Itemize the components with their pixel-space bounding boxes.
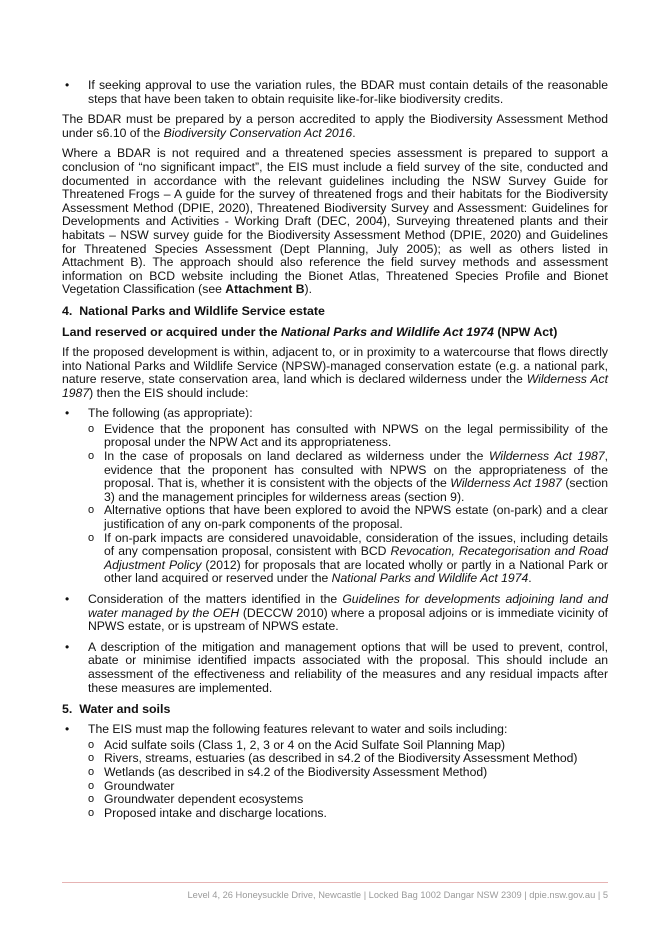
sub-list-npws bbox=[88, 423, 608, 586]
list-item: o Acid sulfate soils (Class 1, 2, 3 or 4 on the Acid Sulfate Soil Planning Map) bbox=[88, 739, 608, 753]
paragraph-npws-intro: If the proposed development is within, adjacent to, or in proximity to a watercourse that flows directly into National Parks and Wildlife Service (NPSW)-managed conservation estate (e.g. a national park, nature reserve, state conservation area, land which is declared wilderness under the Wilderness Act 1987) then the EIS should include: bbox=[62, 344, 608, 400]
bullet-variation-rules: • If seeking approval to use the variation rules, the BDAR must contain details of the reasonable steps that have been taken to obtain requisite like-for-like biodiversity credits. bbox=[62, 79, 608, 106]
page-content bbox=[62, 79, 608, 827]
section-4-subheading: Land reserved or acquired under the National Parks and Wildlife Act 1974 (NPW Act) bbox=[62, 324, 558, 339]
list-item: o Proposed intake and discharge locations. bbox=[88, 807, 608, 821]
bullet-mitigation: • A description of the mitigation and management options that will be used to prevent, control, abate or minimise identified impacts associated with the proposal. This should include an assessment of the effectiveness and reliability of the measures and any residual impacts after these measures are implemented. bbox=[62, 641, 608, 695]
list-item: o Groundwater bbox=[88, 780, 608, 794]
sub-item-legal-permissibility: o Evidence that the proponent has consulted with NPWS on the legal permissibility of the proposal under the NPW Act and its appropriateness. bbox=[88, 423, 608, 450]
sub-item-on-park-impacts: o If on-park impacts are considered unavoidable, consideration of the issues, including details of any compensation proposal, consistent with BCD Revocation, Recategorisation and Road Adjustment Policy (2012) for proposals that are located wholly or partly in a National Park or other land acquired or reserved under the National Parks and Wildlife Act 1974. bbox=[88, 532, 608, 586]
sub-list-water-soils bbox=[88, 739, 608, 821]
paragraph-bdar-accreditation: The BDAR must be prepared by a person accredited to apply the Biodiversity Assessment Method under s6.10 of the Biodiversity Conservation Act 2016. bbox=[62, 112, 608, 140]
bullet-water-soils: • The EIS must map the following features relevant to water and soils including: o Acid sulfate soils (Class 1, 2, 3 or 4 on the Acid Sulfate Soil Planning Map) o Rivers, streams, estuaries (as described in s4.2 of the Biodiversity Assessment Method) o Wetlands (as described in s4.2 of the Biodiversity Assessment Method) o Groundwater o Groundwater dependent ecosystems o Proposed intake and discharge locations. bbox=[62, 723, 608, 820]
list-item: o Groundwater dependent ecosystems bbox=[88, 793, 608, 807]
list-item: o Wetlands (as described in s4.2 of the Biodiversity Assessment Method) bbox=[88, 766, 608, 780]
footer-divider bbox=[62, 882, 608, 883]
page-footer: Level 4, 26 Honeysuckle Drive, Newcastle | Locked Bag 1002 Dangar NSW 2309 | dpie.nsw.gov.au | 5 bbox=[187, 890, 608, 900]
paragraph-field-survey: Where a BDAR is not required and a threatened species assessment is prepared to support a conclusion of “no significant impact”, the EIS must include a field survey of the site, conducted and documented in accordance with the relevant guidelines including the NSW Survey Guide for Threatened Frogs – A guide for the survey of threatened frogs and their habitats for the Biodiversity Assessment Method (DPIE, 2020), Threatened Biodiversity Survey and Assessment: Guidelines for Developments and Activities - Working Draft (DEC, 2004), Surveying threatened plants and their habitats – NSW survey guide for the Biodiversity Assessment Method (DPIE, 2020) and Guidelines for Threatened Species Assessment (Dept Planning, July 2005); as well as others listed in Attachment B). The approach should also reference the field survey methods and assessment information on BCD website including the Bionet Atlas, Threatened Species Profile and Bionet Vegetation Classification (see Attachment B). bbox=[62, 146, 608, 297]
bullet-following: • The following (as appropriate): o Evidence that the proponent has consulted with NPWS on the legal permissibility of the proposal under the NPW Act and its appropriateness. o In the case of proposals on land declared as wilderness under the Wilderness Act 1987, evidence that the proponent has consulted with NPWS on the appropriateness of the proposal. That is, whether it is consistent with the objects of the Wilderness Act 1987 (section 3) and the management principles for wilderness areas (section 9). o Alternative options that have been explored to avoid the NPWS estate (on-park) and a clear justification of any on-park components of the proposal. o If on-park impacts are considered unavoidable, consideration of the issues, including details of any compensation proposal, consistent with BCD Revocation, Recategorisation and Road Adjustment Policy (2012) for proposals that are located wholly or partly in a National Park or other land acquired or reserved under the National Parks and Wildlife Act 1974. bbox=[62, 407, 608, 586]
section-5-heading: 5. Water and soils bbox=[62, 702, 171, 717]
list-item: o Rivers, streams, estuaries (as described in s4.2 of the Biodiversity Assessment Method) bbox=[88, 752, 608, 766]
sub-item-alternative-options: o Alternative options that have been explored to avoid the NPWS estate (on-park) and a clear justification of any on-park components of the proposal. bbox=[88, 504, 608, 531]
sub-item-wilderness: o In the case of proposals on land declared as wilderness under the Wilderness Act 1987, evidence that the proponent has consulted with NPWS on the appropriateness of the proposal. That is, whether it is consistent with the objects of the Wilderness Act 1987 (section 3) and the management principles for wilderness areas (section 9). bbox=[88, 450, 608, 504]
section-4-heading: 4. National Parks and Wildlife Service estate bbox=[62, 303, 325, 318]
bullet-guidelines: • Consideration of the matters identified in the Guidelines for developments adjoining land and water managed by the OEH (DECCW 2010) where a proposal adjoins or is immediate vicinity of NPWS estate, or is upstream of NPWS estate. bbox=[62, 593, 608, 634]
